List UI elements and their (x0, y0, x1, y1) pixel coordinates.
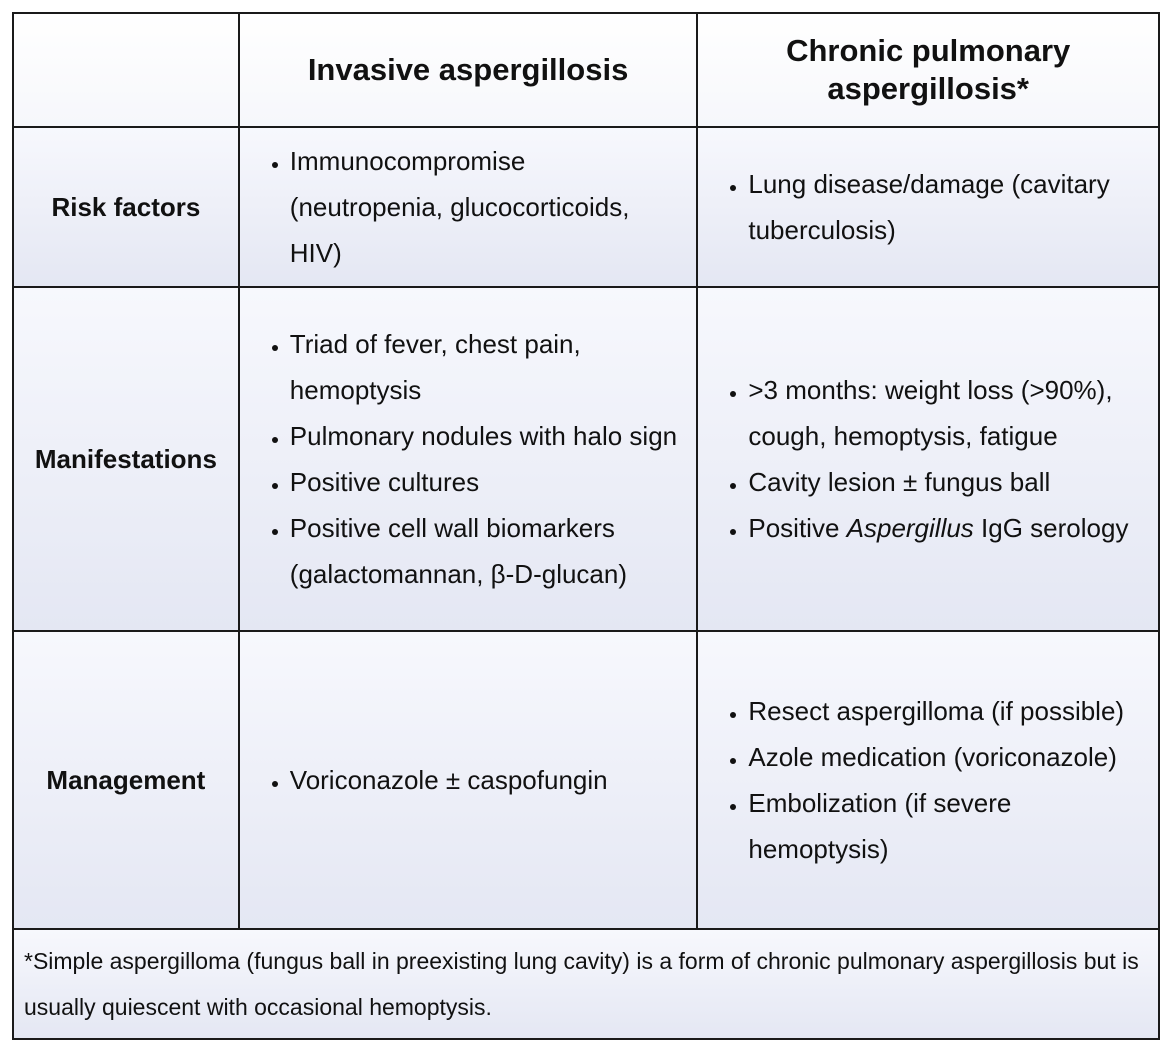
row-label-risk-factors: Risk factors (51, 192, 201, 222)
cell-invasive-manifestations (239, 287, 698, 631)
bullet-list (240, 757, 697, 803)
row-label-cell (13, 127, 239, 287)
footnote-cell (13, 929, 1159, 1039)
header-cell-chronic (697, 13, 1159, 127)
list-item: • Lung disease/damage (cavitary tuberculosis) (748, 161, 1142, 253)
list-item: • Pulmonary nodules with halo sign (290, 413, 681, 459)
column-title-invasive: Invasive aspergillosis (307, 52, 629, 87)
row-label-manifestations: Manifestations (34, 444, 217, 474)
serology-suffix: IgG serology (973, 513, 1129, 543)
list-item: • Resect aspergilloma (if possible) (748, 688, 1142, 734)
row-label-cell (13, 287, 239, 631)
list-item: • Positive cultures (290, 459, 681, 505)
cell-chronic-management (697, 631, 1159, 929)
row-label-cell (13, 631, 239, 929)
bullet-list (698, 161, 1158, 253)
header-row (13, 13, 1159, 127)
bullet-list (240, 138, 697, 276)
list-item: • Azole medication (voriconazole) (748, 734, 1142, 780)
list-item-serology (748, 505, 1142, 551)
list-item: • Positive cell wall biomarkers (galactomannan, β-D-glucan) (290, 505, 681, 597)
list-item: • Voriconazole ± caspofungin (290, 757, 681, 803)
cell-chronic-manifestations (697, 287, 1159, 631)
bullet-list (698, 367, 1158, 551)
column-title-chronic: Chronic pulmonary aspergillosis* (786, 33, 1071, 106)
bullet-list (240, 321, 697, 597)
footnote-text: *Simple aspergilloma (fungus ball in preexisting lung cavity) is a form of chronic pulmonary aspergillosis but is usually quiescent with occasional hemoptysis. (24, 948, 1139, 1020)
organism-name: Aspergillus (846, 513, 974, 543)
cell-invasive-management (239, 631, 698, 929)
list-item: • Cavity lesion ± fungus ball (748, 459, 1142, 505)
row-label-management: Management (46, 765, 206, 795)
aspergillosis-comparison-table (12, 12, 1160, 1040)
serology-prefix: Positive (748, 513, 847, 543)
row-risk-factors (13, 127, 1159, 287)
list-item: • Triad of fever, chest pain, hemoptysis (290, 321, 681, 413)
header-cell-invasive (239, 13, 698, 127)
list-item: • Immunocompromise (neutropenia, glucocorticoids, HIV) (290, 138, 681, 276)
cell-chronic-risk-factors (697, 127, 1159, 287)
list-item: • Embolization (if severe hemoptysis) (748, 780, 1142, 872)
row-management (13, 631, 1159, 929)
header-corner-cell (13, 13, 239, 127)
list-item: • >3 months: weight loss (>90%), cough, hemoptysis, fatigue (748, 367, 1142, 459)
footnote-row (13, 929, 1159, 1039)
cell-invasive-risk-factors (239, 127, 698, 287)
row-manifestations (13, 287, 1159, 631)
bullet-list (698, 688, 1158, 872)
